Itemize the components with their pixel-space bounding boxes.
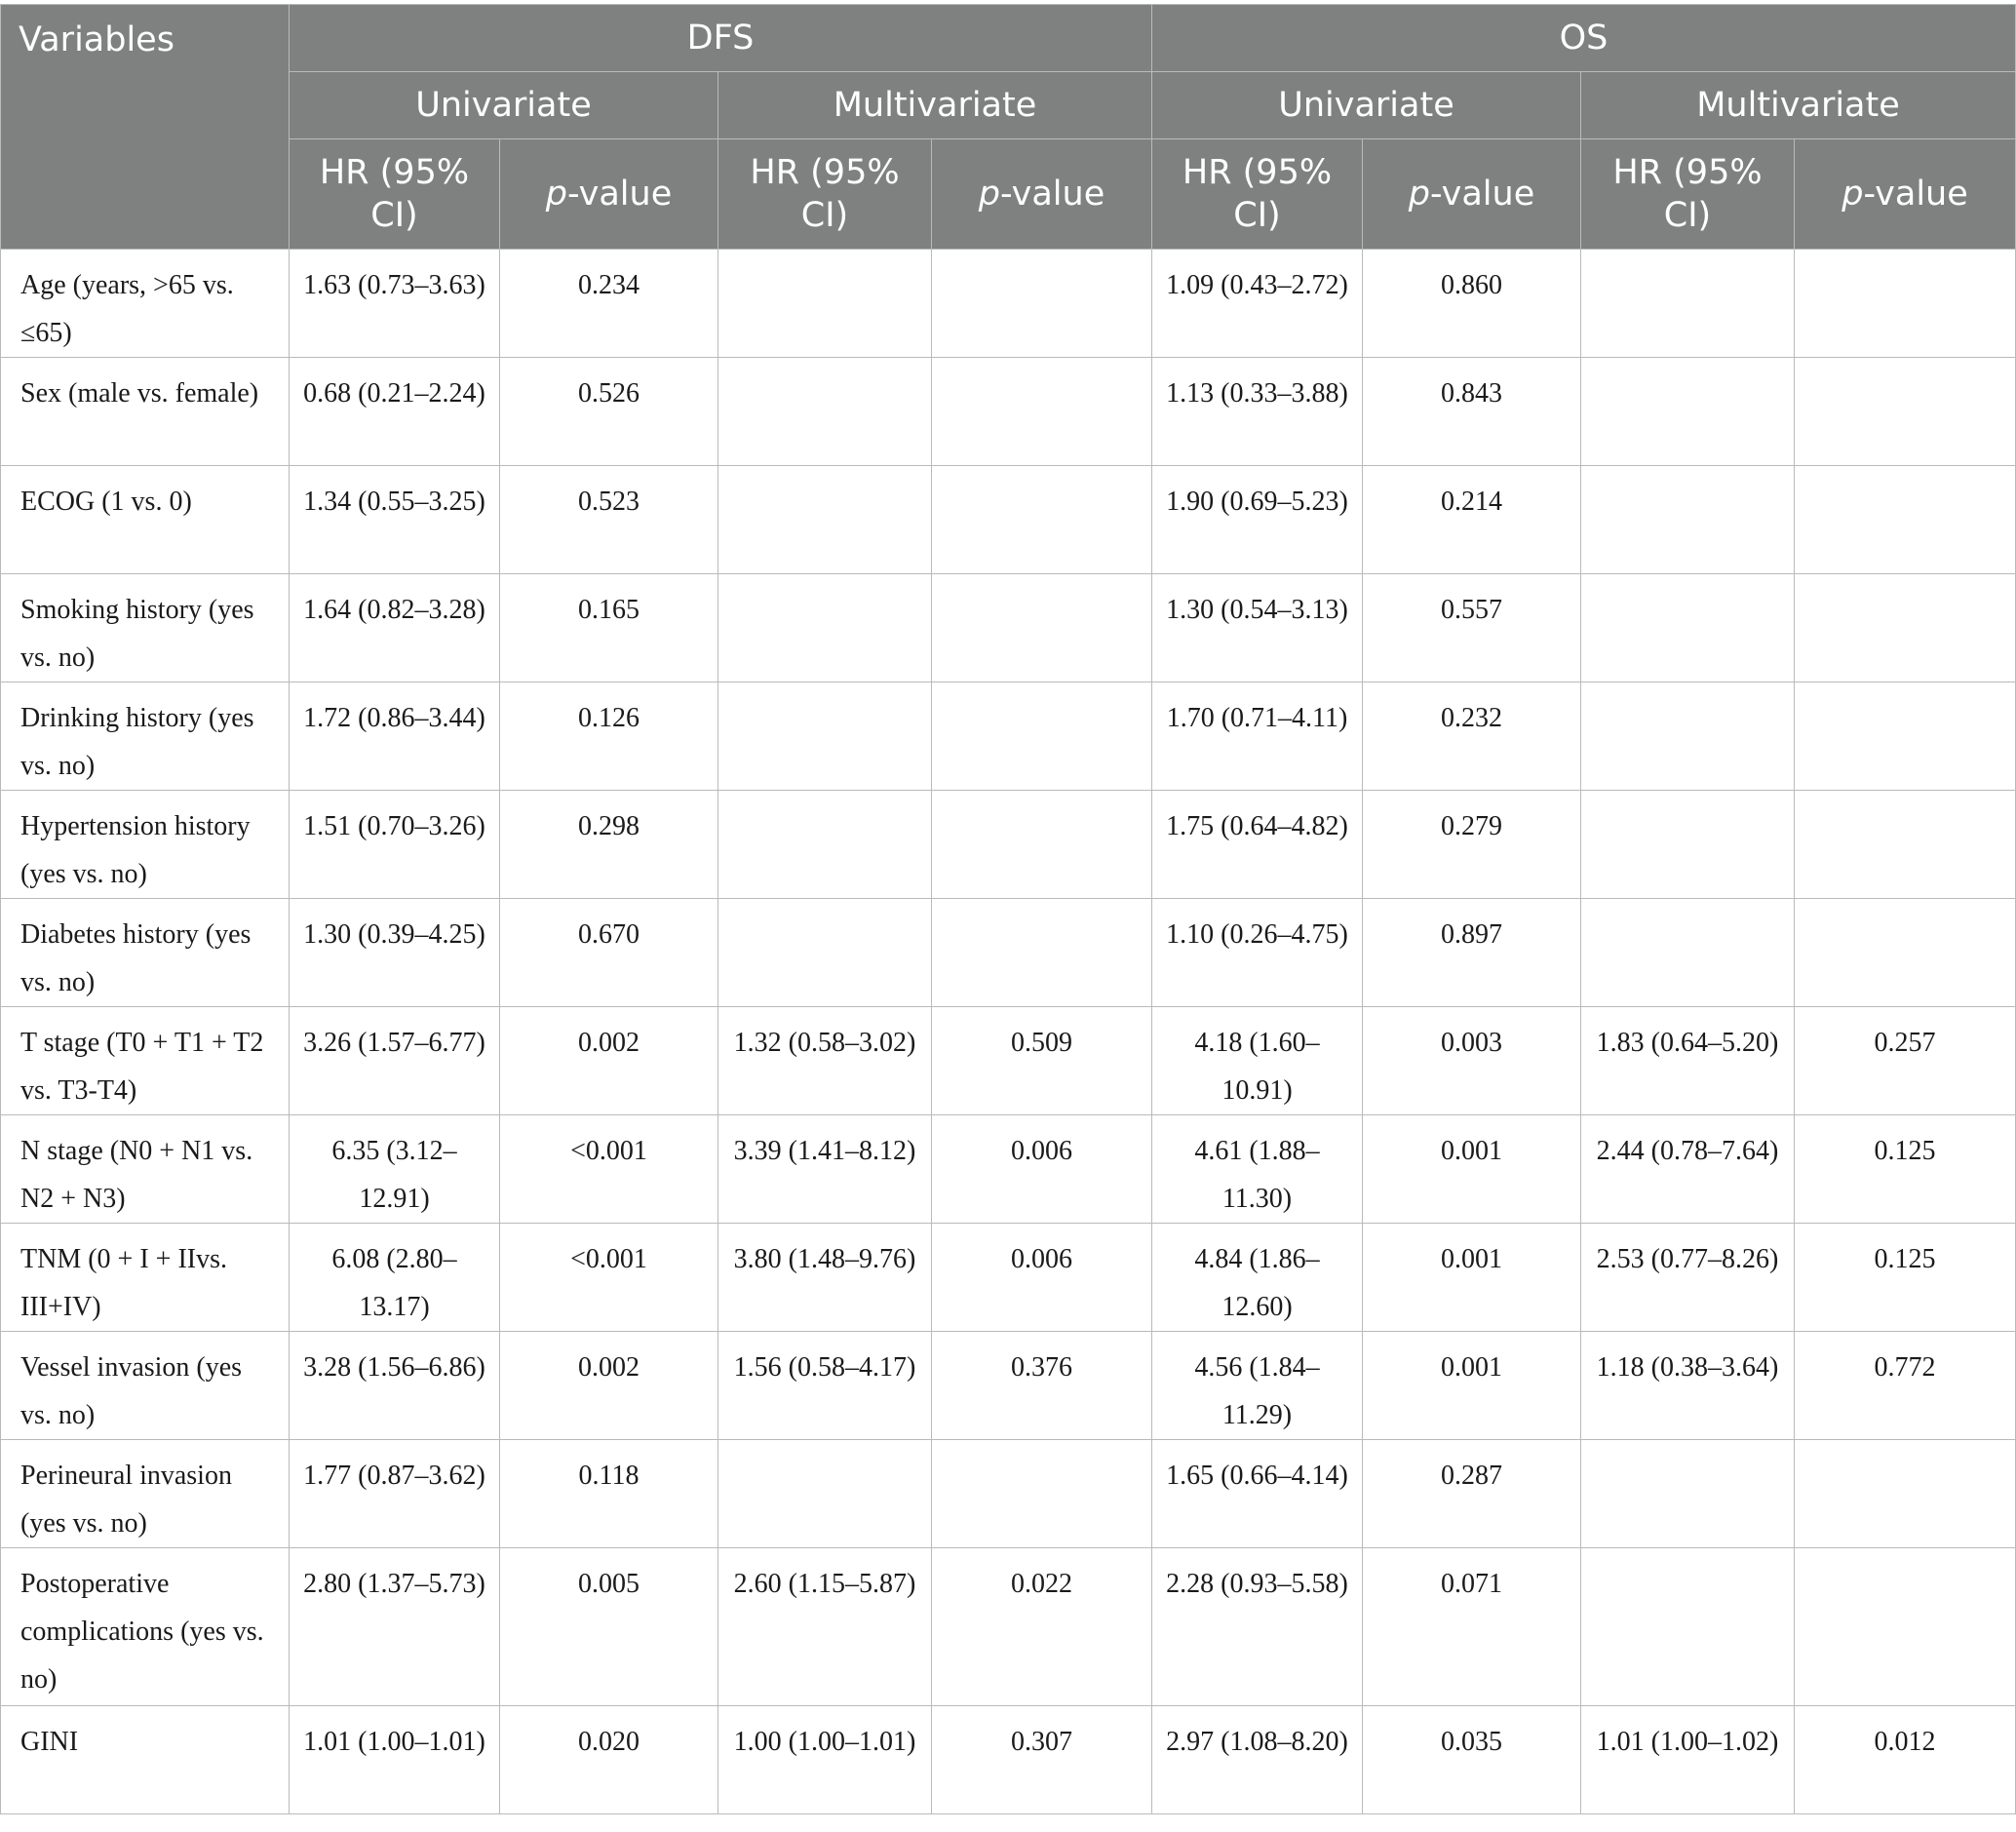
table-body bbox=[1, 250, 2016, 1814]
os-uni-hr-header: HR (95% CI) bbox=[1152, 139, 1363, 250]
os-uni-p-cell: 0.071 bbox=[1363, 1548, 1581, 1706]
dfs-uni-hr-cell: 3.28 (1.56–6.86) bbox=[290, 1332, 500, 1440]
dfs-uni-hr-cell: 6.08 (2.80–13.17) bbox=[290, 1224, 500, 1332]
os-uni-p-cell: 0.279 bbox=[1363, 791, 1581, 899]
variable-cell: Diabetes history (yes vs. no) bbox=[1, 899, 290, 1007]
dfs-multi-p-cell: 0.006 bbox=[932, 1224, 1152, 1332]
dfs-multi-hr-cell bbox=[718, 466, 932, 574]
table-row bbox=[1, 358, 2016, 466]
os-uni-p-cell: 0.001 bbox=[1363, 1332, 1581, 1440]
table-row bbox=[1, 1224, 2016, 1332]
os-multi-p-cell: 0.125 bbox=[1795, 1224, 2016, 1332]
dfs-multi-p-header: p-value bbox=[932, 139, 1152, 250]
dfs-multi-hr-cell: 2.60 (1.15–5.87) bbox=[718, 1548, 932, 1706]
dfs-multi-p-cell: 0.006 bbox=[932, 1115, 1152, 1224]
dfs-uni-hr-cell: 3.26 (1.57–6.77) bbox=[290, 1007, 500, 1115]
dfs-uni-hr-header: HR (95% CI) bbox=[290, 139, 500, 250]
dfs-multi-hr-cell: 1.00 (1.00–1.01) bbox=[718, 1706, 932, 1814]
dfs-uni-hr-cell: 1.63 (0.73–3.63) bbox=[290, 250, 500, 358]
variable-cell: Postoperative complications (yes vs. no) bbox=[1, 1548, 290, 1706]
dfs-multi-p-cell: 0.307 bbox=[932, 1706, 1152, 1814]
os-uni-p-cell: 0.214 bbox=[1363, 466, 1581, 574]
os-multi-hr-cell bbox=[1581, 682, 1795, 791]
os-multi-hr-cell bbox=[1581, 574, 1795, 682]
variable-cell: Hypertension history (yes vs. no) bbox=[1, 791, 290, 899]
os-uni-hr-cell: 4.84 (1.86–12.60) bbox=[1152, 1224, 1363, 1332]
dfs-multi-p-cell bbox=[932, 358, 1152, 466]
dfs-multi-hr-cell bbox=[718, 1440, 932, 1548]
dfs-uni-p-cell: 0.005 bbox=[500, 1548, 718, 1706]
os-uni-p-header: p-value bbox=[1363, 139, 1581, 250]
table-header bbox=[1, 5, 2016, 250]
os-multi-hr-cell: 1.18 (0.38–3.64) bbox=[1581, 1332, 1795, 1440]
dfs-uni-p-cell: 0.165 bbox=[500, 574, 718, 682]
dfs-uni-p-cell: 0.118 bbox=[500, 1440, 718, 1548]
variable-cell: T stage (T0 + T1 + T2 vs. T3-T4) bbox=[1, 1007, 290, 1115]
dfs-uni-hr-cell: 1.01 (1.00–1.01) bbox=[290, 1706, 500, 1814]
dfs-uni-hr-cell: 1.64 (0.82–3.28) bbox=[290, 574, 500, 682]
dfs-uni-hr-cell: 1.51 (0.70–3.26) bbox=[290, 791, 500, 899]
os-uni-p-cell: 0.860 bbox=[1363, 250, 1581, 358]
dfs-multi-hr-cell: 3.80 (1.48–9.76) bbox=[718, 1224, 932, 1332]
dfs-multi-p-cell: 0.376 bbox=[932, 1332, 1152, 1440]
os-multi-p-cell bbox=[1795, 682, 2016, 791]
table-row bbox=[1, 1115, 2016, 1224]
os-uni-hr-cell: 2.97 (1.08–8.20) bbox=[1152, 1706, 1363, 1814]
os-uni-hr-cell: 1.70 (0.71–4.11) bbox=[1152, 682, 1363, 791]
dfs-uni-hr-cell: 1.34 (0.55–3.25) bbox=[290, 466, 500, 574]
os-uni-hr-cell: 1.30 (0.54–3.13) bbox=[1152, 574, 1363, 682]
table-row bbox=[1, 1706, 2016, 1814]
os-multi-hr-cell bbox=[1581, 1548, 1795, 1706]
dfs-uni-hr-cell: 0.68 (0.21–2.24) bbox=[290, 358, 500, 466]
os-multi-p-cell bbox=[1795, 1440, 2016, 1548]
os-uni-hr-cell: 4.56 (1.84–11.29) bbox=[1152, 1332, 1363, 1440]
dfs-uni-p-cell: <0.001 bbox=[500, 1224, 718, 1332]
table-row bbox=[1, 899, 2016, 1007]
table-container bbox=[0, 4, 2016, 1814]
dfs-uni-p-cell: <0.001 bbox=[500, 1115, 718, 1224]
dfs-multi-hr-cell bbox=[718, 899, 932, 1007]
os-uni-p-cell: 0.557 bbox=[1363, 574, 1581, 682]
variable-cell: N stage (N0 + N1 vs. N2 + N3) bbox=[1, 1115, 290, 1224]
hazard-ratio-table bbox=[0, 4, 2016, 1814]
os-uni-p-cell: 0.001 bbox=[1363, 1115, 1581, 1224]
dfs-uni-hr-cell: 2.80 (1.37–5.73) bbox=[290, 1548, 500, 1706]
dfs-multi-hr-cell: 1.32 (0.58–3.02) bbox=[718, 1007, 932, 1115]
os-multi-p-cell bbox=[1795, 358, 2016, 466]
os-multi-p-cell: 0.012 bbox=[1795, 1706, 2016, 1814]
os-uni-p-cell: 0.003 bbox=[1363, 1007, 1581, 1115]
variable-cell: ECOG (1 vs. 0) bbox=[1, 466, 290, 574]
os-multi-hr-cell bbox=[1581, 1440, 1795, 1548]
os-multi-p-cell: 0.772 bbox=[1795, 1332, 2016, 1440]
os-multi-hr-cell: 1.83 (0.64–5.20) bbox=[1581, 1007, 1795, 1115]
variable-cell: Perineural invasion (yes vs. no) bbox=[1, 1440, 290, 1548]
dfs-multi-p-cell bbox=[932, 899, 1152, 1007]
dfs-uni-p-cell: 0.298 bbox=[500, 791, 718, 899]
os-multi-hr-cell bbox=[1581, 791, 1795, 899]
os-multi-hr-cell bbox=[1581, 358, 1795, 466]
os-multi-p-cell: 0.257 bbox=[1795, 1007, 2016, 1115]
variable-cell: Vessel invasion (yes vs. no) bbox=[1, 1332, 290, 1440]
variable-cell: Sex (male vs. female) bbox=[1, 358, 290, 466]
os-multi-p-cell bbox=[1795, 1548, 2016, 1706]
dfs-multi-p-cell bbox=[932, 791, 1152, 899]
os-uni-hr-cell: 2.28 (0.93–5.58) bbox=[1152, 1548, 1363, 1706]
os-uni-p-cell: 0.843 bbox=[1363, 358, 1581, 466]
variable-cell: Age (years, >65 vs. ≤65) bbox=[1, 250, 290, 358]
os-multi-hr-cell bbox=[1581, 899, 1795, 1007]
table-row bbox=[1, 1007, 2016, 1115]
os-multivariate-header: Multivariate bbox=[1581, 72, 2016, 139]
os-multi-hr-cell bbox=[1581, 466, 1795, 574]
dfs-multivariate-header: Multivariate bbox=[718, 72, 1152, 139]
dfs-header: DFS bbox=[290, 5, 1152, 72]
os-uni-p-cell: 0.287 bbox=[1363, 1440, 1581, 1548]
os-multi-hr-cell: 1.01 (1.00–1.02) bbox=[1581, 1706, 1795, 1814]
dfs-multi-p-cell bbox=[932, 466, 1152, 574]
os-uni-hr-cell: 1.13 (0.33–3.88) bbox=[1152, 358, 1363, 466]
os-uni-hr-cell: 1.75 (0.64–4.82) bbox=[1152, 791, 1363, 899]
dfs-uni-p-cell: 0.126 bbox=[500, 682, 718, 791]
os-multi-p-cell bbox=[1795, 899, 2016, 1007]
os-multi-p-header: p-value bbox=[1795, 139, 2016, 250]
os-multi-p-cell bbox=[1795, 791, 2016, 899]
os-multi-p-cell bbox=[1795, 466, 2016, 574]
table-row bbox=[1, 1548, 2016, 1706]
os-uni-hr-cell: 1.10 (0.26–4.75) bbox=[1152, 899, 1363, 1007]
dfs-univariate-header: Univariate bbox=[290, 72, 718, 139]
dfs-multi-hr-cell bbox=[718, 791, 932, 899]
os-uni-hr-cell: 4.61 (1.88–11.30) bbox=[1152, 1115, 1363, 1224]
dfs-multi-p-cell bbox=[932, 682, 1152, 791]
dfs-multi-p-cell bbox=[932, 574, 1152, 682]
dfs-multi-hr-cell: 3.39 (1.41–8.12) bbox=[718, 1115, 932, 1224]
table-row bbox=[1, 791, 2016, 899]
os-uni-p-cell: 0.035 bbox=[1363, 1706, 1581, 1814]
os-uni-hr-cell: 4.18 (1.60–10.91) bbox=[1152, 1007, 1363, 1115]
dfs-uni-p-cell: 0.002 bbox=[500, 1007, 718, 1115]
os-multi-hr-header: HR (95% CI) bbox=[1581, 139, 1795, 250]
os-uni-hr-cell: 1.65 (0.66–4.14) bbox=[1152, 1440, 1363, 1548]
dfs-multi-p-cell: 0.022 bbox=[932, 1548, 1152, 1706]
dfs-multi-hr-header: HR (95% CI) bbox=[718, 139, 932, 250]
dfs-multi-hr-cell bbox=[718, 358, 932, 466]
os-uni-hr-cell: 1.90 (0.69–5.23) bbox=[1152, 466, 1363, 574]
dfs-uni-p-cell: 0.002 bbox=[500, 1332, 718, 1440]
dfs-uni-p-header: p-value bbox=[500, 139, 718, 250]
os-header: OS bbox=[1152, 5, 2016, 72]
table-row bbox=[1, 1440, 2016, 1548]
dfs-uni-hr-cell: 1.77 (0.87–3.62) bbox=[290, 1440, 500, 1548]
dfs-uni-p-cell: 0.526 bbox=[500, 358, 718, 466]
table-row bbox=[1, 466, 2016, 574]
variables-header: Variables bbox=[1, 5, 290, 250]
dfs-uni-p-cell: 0.020 bbox=[500, 1706, 718, 1814]
dfs-uni-hr-cell: 1.30 (0.39–4.25) bbox=[290, 899, 500, 1007]
os-uni-p-cell: 0.897 bbox=[1363, 899, 1581, 1007]
dfs-uni-p-cell: 0.670 bbox=[500, 899, 718, 1007]
os-uni-p-cell: 0.001 bbox=[1363, 1224, 1581, 1332]
dfs-multi-hr-cell bbox=[718, 250, 932, 358]
variable-cell: GINI bbox=[1, 1706, 290, 1814]
dfs-multi-p-cell bbox=[932, 250, 1152, 358]
os-uni-p-cell: 0.232 bbox=[1363, 682, 1581, 791]
dfs-uni-p-cell: 0.523 bbox=[500, 466, 718, 574]
dfs-uni-hr-cell: 1.72 (0.86–3.44) bbox=[290, 682, 500, 791]
dfs-uni-p-cell: 0.234 bbox=[500, 250, 718, 358]
table-row bbox=[1, 250, 2016, 358]
dfs-multi-hr-cell bbox=[718, 574, 932, 682]
dfs-multi-p-cell bbox=[932, 1440, 1152, 1548]
dfs-uni-hr-cell: 6.35 (3.12–12.91) bbox=[290, 1115, 500, 1224]
variable-cell: TNM (0 + I + IIvs. III+IV) bbox=[1, 1224, 290, 1332]
os-multi-p-cell bbox=[1795, 250, 2016, 358]
dfs-multi-p-cell: 0.509 bbox=[932, 1007, 1152, 1115]
variable-cell: Drinking history (yes vs. no) bbox=[1, 682, 290, 791]
os-multi-hr-cell bbox=[1581, 250, 1795, 358]
table-row bbox=[1, 1332, 2016, 1440]
dfs-multi-hr-cell: 1.56 (0.58–4.17) bbox=[718, 1332, 932, 1440]
os-uni-hr-cell: 1.09 (0.43–2.72) bbox=[1152, 250, 1363, 358]
os-multi-p-cell: 0.125 bbox=[1795, 1115, 2016, 1224]
table-row bbox=[1, 682, 2016, 791]
table-row bbox=[1, 574, 2016, 682]
os-multi-hr-cell: 2.44 (0.78–7.64) bbox=[1581, 1115, 1795, 1224]
os-univariate-header: Univariate bbox=[1152, 72, 1581, 139]
dfs-multi-hr-cell bbox=[718, 682, 932, 791]
os-multi-p-cell bbox=[1795, 574, 2016, 682]
os-multi-hr-cell: 2.53 (0.77–8.26) bbox=[1581, 1224, 1795, 1332]
variable-cell: Smoking history (yes vs. no) bbox=[1, 574, 290, 682]
